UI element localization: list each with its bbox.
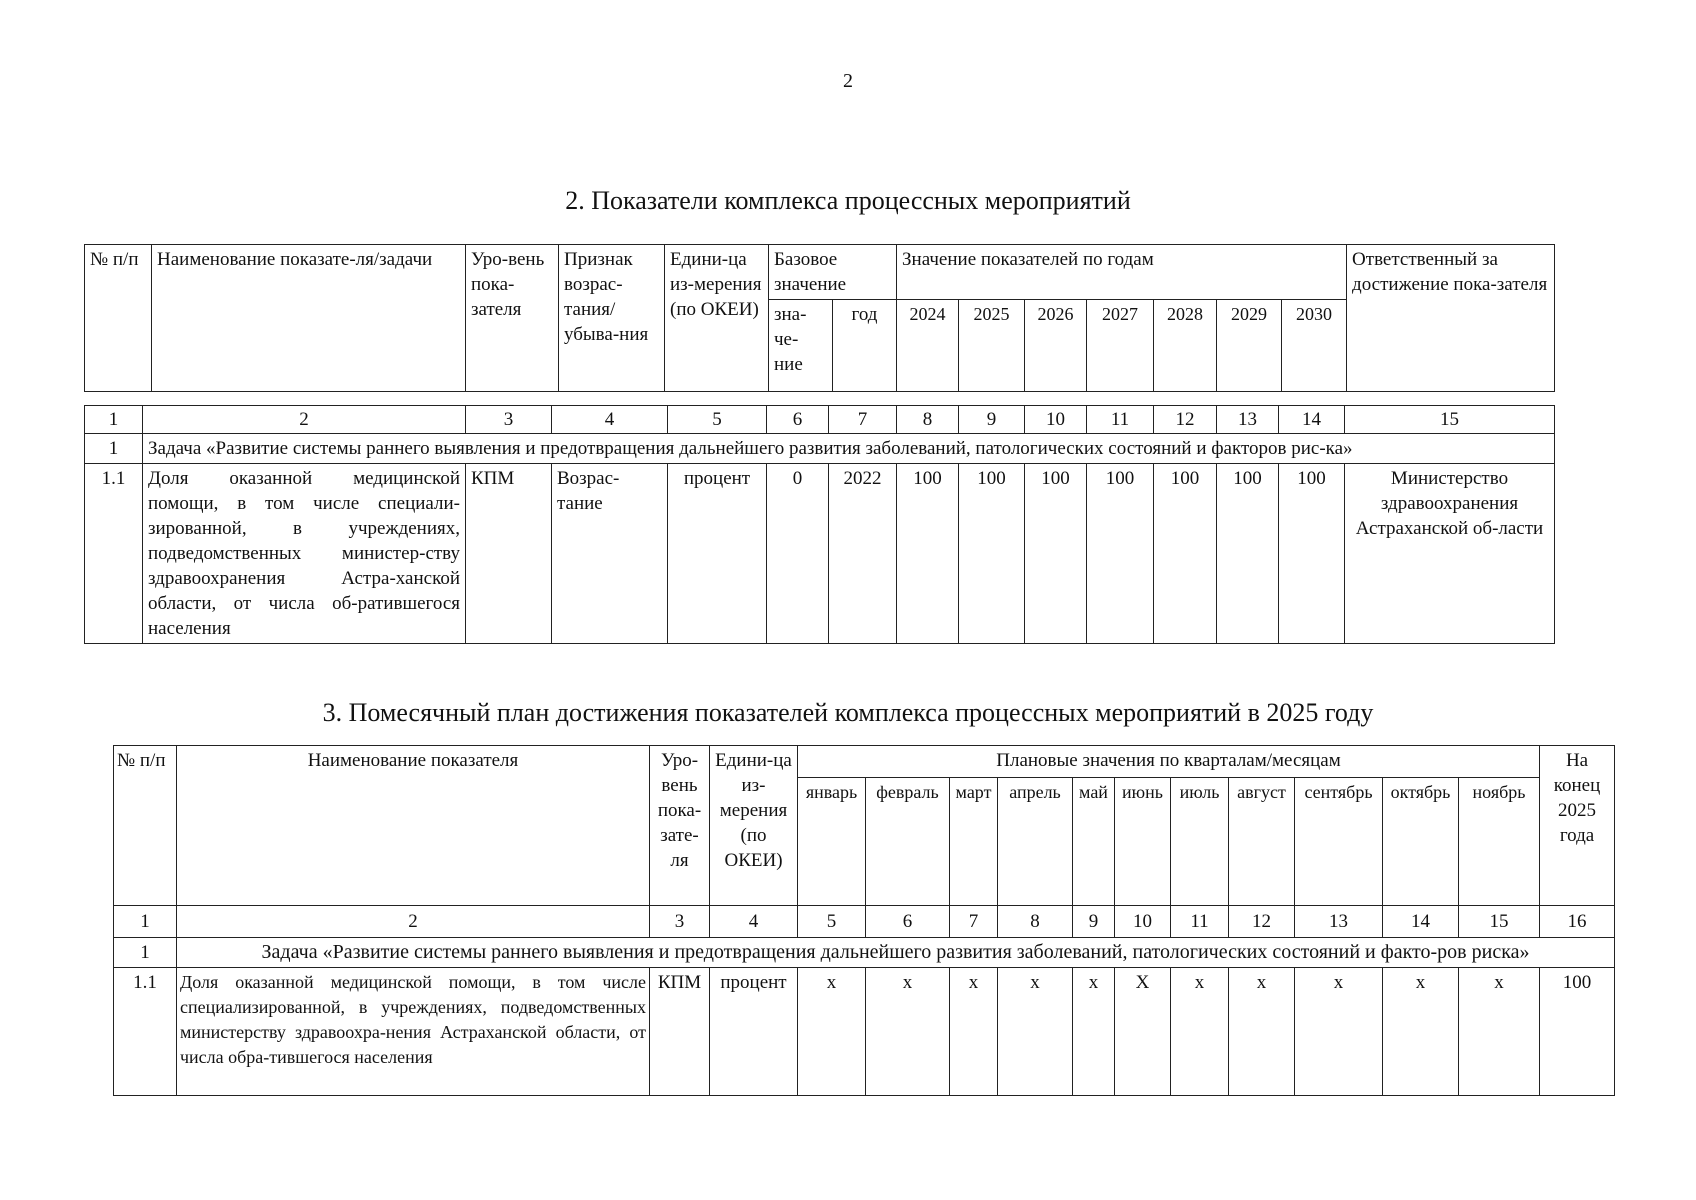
header-month: сентябрь (1295, 778, 1383, 906)
indicators-header-table (84, 244, 1555, 392)
col-number: 14 (1279, 406, 1345, 434)
row-month-value: х (1295, 968, 1383, 1096)
col-number: 11 (1087, 406, 1154, 434)
indicator-row (85, 464, 1555, 644)
col-number: 9 (959, 406, 1025, 434)
header-month: октябрь (1383, 778, 1459, 906)
row-year-value: 100 (1154, 464, 1217, 644)
row-month-value: Х (1115, 968, 1171, 1096)
col-number: 12 (1229, 906, 1295, 938)
row-responsible: Министерство здравоохранения Астраханской об-ласти (1345, 464, 1555, 644)
task-row (114, 938, 1615, 968)
header-month: апрель (998, 778, 1073, 906)
col-number: 5 (668, 406, 767, 434)
header-sign: Признак возрас-тания/ убыва-ния (559, 245, 665, 392)
header-values-by-year: Значение показателей по годам (897, 245, 1347, 300)
col-number: 13 (1217, 406, 1279, 434)
monthly-plan-table (113, 745, 1615, 1096)
header-level: Уро-вень пока-зателя (466, 245, 559, 392)
row-month-value: х (1171, 968, 1229, 1096)
header-month: июль (1171, 778, 1229, 906)
col-number: 6 (767, 406, 829, 434)
header-base-value: зна-че-ние (769, 300, 833, 392)
task-num: 1 (114, 938, 177, 968)
row-end-value: 100 (1540, 968, 1615, 1096)
col-number: 1 (114, 906, 177, 938)
row-base-value: 0 (767, 464, 829, 644)
row-month-value: х (866, 968, 950, 1096)
col-number: 2 (143, 406, 466, 434)
col-number: 15 (1345, 406, 1555, 434)
section-2-title: 2. Показатели комплекса процессных мероприятий (565, 186, 1131, 215)
task-row (85, 434, 1555, 464)
col-number: 8 (897, 406, 959, 434)
header-base: Базовое значение (769, 245, 897, 300)
col-number: 1 (85, 406, 143, 434)
header-month: июнь (1115, 778, 1171, 906)
header-level: Уро-вень пока-зате-ля (650, 746, 710, 906)
header-month: февраль (866, 778, 950, 906)
row-level: КПМ (466, 464, 552, 644)
task-text: Задача «Развитие системы раннего выявления и предотвращения дальнейшего развития заболеваний, патологических состояний и факто-ров риска» (177, 938, 1615, 968)
indicator-row (114, 968, 1615, 1096)
row-month-value: х (1229, 968, 1295, 1096)
header-year: 2030 (1282, 300, 1347, 392)
row-month-value: х (798, 968, 866, 1096)
header-year: 2027 (1087, 300, 1154, 392)
col-number: 15 (1459, 906, 1540, 938)
indicators-body-table (84, 405, 1555, 644)
col-number: 4 (552, 406, 668, 434)
row-unit: процент (668, 464, 767, 644)
header-plan: Плановые значения по кварталам/месяцам (798, 746, 1540, 778)
col-number: 5 (798, 906, 866, 938)
header-unit: Едини-ца из-мерения (по ОКЕИ) (710, 746, 798, 906)
section-3-title: 3. Помесячный план достижения показателей комплекса процессных мероприятий в 2025 году (322, 698, 1374, 727)
header-year: 2029 (1217, 300, 1282, 392)
row-base-year: 2022 (829, 464, 897, 644)
column-numbers-row (85, 406, 1555, 434)
row-year-value: 100 (959, 464, 1025, 644)
task-text: Задача «Развитие системы раннего выявления и предотвращения дальнейшего развития заболеваний, патологических состояний и факторов рис-ка» (143, 434, 1555, 464)
row-month-value: х (998, 968, 1073, 1096)
col-number: 10 (1025, 406, 1087, 434)
header-month: август (1229, 778, 1295, 906)
header-year: 2024 (897, 300, 959, 392)
row-num: 1.1 (85, 464, 143, 644)
col-number: 14 (1383, 906, 1459, 938)
column-numbers-row (114, 906, 1615, 938)
header-year: 2026 (1025, 300, 1087, 392)
row-year-value: 100 (1025, 464, 1087, 644)
row-year-value: 100 (1087, 464, 1154, 644)
col-number: 10 (1115, 906, 1171, 938)
header-name: Наименование показате-ля/задачи (152, 245, 466, 392)
col-number: 2 (177, 906, 650, 938)
row-month-value: х (1383, 968, 1459, 1096)
header-month: март (950, 778, 998, 906)
col-number: 11 (1171, 906, 1229, 938)
header-num: № п/п (85, 245, 152, 392)
row-month-value: х (1459, 968, 1540, 1096)
row-year-value: 100 (897, 464, 959, 644)
row-sign: Возрас-тание (552, 464, 668, 644)
task-num: 1 (85, 434, 143, 464)
col-number: 16 (1540, 906, 1615, 938)
header-name: Наименование показателя (177, 746, 650, 906)
row-level: КПМ (650, 968, 710, 1096)
row-name: Доля оказанной медицинской помощи, в том числе специализированной, в учреждениях, подведомственных министерству здравоохра-нения Астраханской области, от числа обра-тившегося населения (177, 968, 650, 1096)
header-unit: Едини-ца из-мерения (по ОКЕИ) (665, 245, 769, 392)
header-month: май (1073, 778, 1115, 906)
col-number: 8 (998, 906, 1073, 938)
header-responsible: Ответственный за достижение пока-зателя (1347, 245, 1555, 392)
header-end: На конец 2025 года (1540, 746, 1615, 906)
col-number: 7 (829, 406, 897, 434)
row-unit: процент (710, 968, 798, 1096)
row-num: 1.1 (114, 968, 177, 1096)
col-number: 7 (950, 906, 998, 938)
row-year-value: 100 (1217, 464, 1279, 644)
col-number: 4 (710, 906, 798, 938)
header-month: январь (798, 778, 866, 906)
header-year: 2028 (1154, 300, 1217, 392)
col-number: 3 (650, 906, 710, 938)
col-number: 9 (1073, 906, 1115, 938)
row-month-value: х (950, 968, 998, 1096)
header-month: ноябрь (1459, 778, 1540, 906)
page-number: 2 (843, 70, 853, 92)
col-number: 13 (1295, 906, 1383, 938)
col-number: 6 (866, 906, 950, 938)
row-month-value: х (1073, 968, 1115, 1096)
header-base-year: год (833, 300, 897, 392)
header-year: 2025 (959, 300, 1025, 392)
header-num: № п/п (114, 746, 177, 906)
col-number: 12 (1154, 406, 1217, 434)
row-year-value: 100 (1279, 464, 1345, 644)
row-name: Доля оказанной медицинской помощи, в том числе специали-зированной, в учреждениях, подведомственных министер-ству здравоохранения Астра-ханской области, от числа об-ратившегося населения (143, 464, 466, 644)
col-number: 3 (466, 406, 552, 434)
